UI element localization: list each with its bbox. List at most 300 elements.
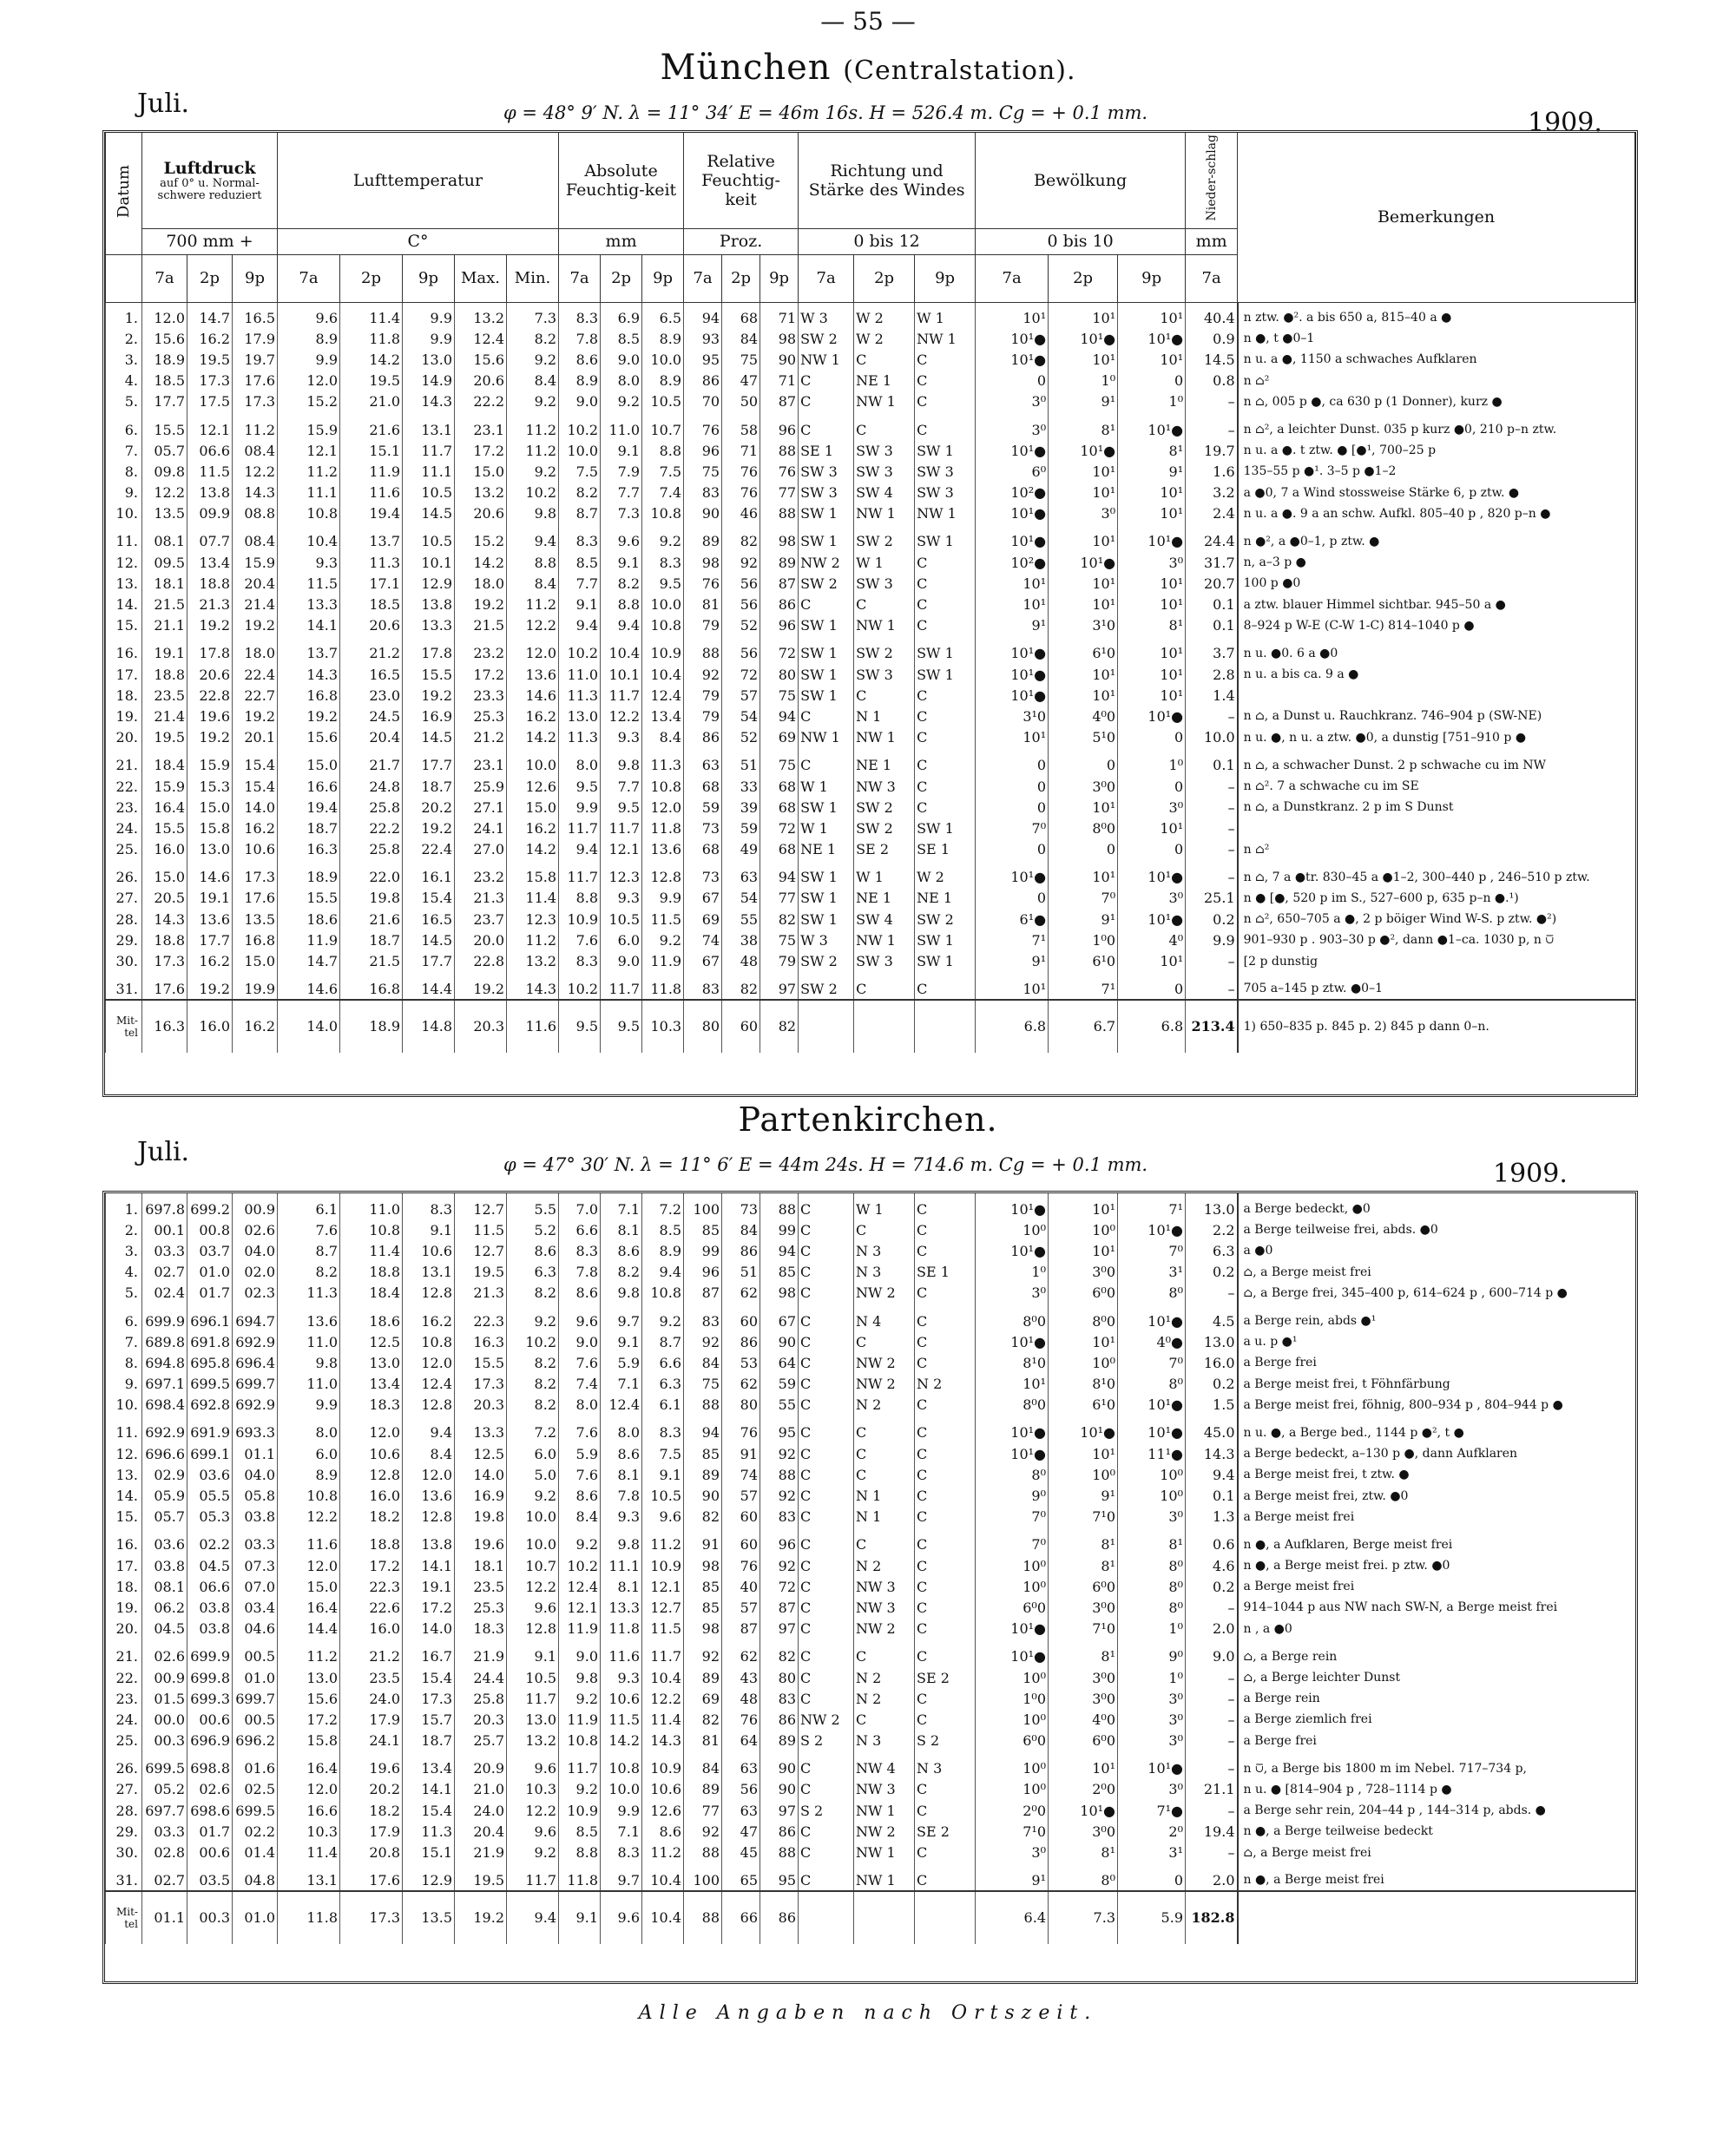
table-row <box>106 727 1635 748</box>
value-cell: 10.4 <box>642 1870 684 1891</box>
luftdruck-header: Luftdruck auf 0° u. Normal-schwere reduziert <box>142 133 278 228</box>
value-cell: C <box>799 594 854 614</box>
spacer-cell <box>684 412 722 419</box>
value-cell: 698.6 <box>187 1800 233 1821</box>
spacer-cell <box>559 636 601 643</box>
value-cell: 696.2 <box>233 1731 278 1751</box>
value-cell: – <box>1186 1731 1238 1751</box>
value-cell: 3⁰ <box>1118 1507 1186 1527</box>
value-cell: SW 1 <box>799 503 854 524</box>
value-cell: 8.2 <box>507 1374 559 1395</box>
value-cell: 15.0 <box>278 755 340 776</box>
col-7a: 7a <box>799 254 854 302</box>
value-cell: 21.6 <box>340 419 403 440</box>
spacer-cell <box>642 1639 684 1646</box>
value-cell: 10⁰ <box>1118 1485 1186 1506</box>
value-cell: 05.2 <box>142 1779 187 1800</box>
value-cell: 10¹● <box>1118 909 1186 929</box>
value-cell: 18.1 <box>455 1555 507 1576</box>
value-cell: 15.0 <box>187 797 233 818</box>
value-cell: 10.9 <box>559 909 601 929</box>
value-cell: 21.9 <box>455 1646 507 1667</box>
value-cell: 8¹ <box>1049 1842 1118 1862</box>
value-cell: 3⁰0 <box>1049 1262 1118 1283</box>
value-cell: 1⁰ <box>1118 755 1186 776</box>
value-cell: 6.5 <box>642 307 684 328</box>
value-cell: 18.7 <box>340 929 403 950</box>
value-cell: W 1 <box>799 776 854 797</box>
value-cell: 05.7 <box>142 440 187 461</box>
value-cell: 17.6 <box>340 1870 403 1891</box>
value-cell: 62 <box>722 1374 760 1395</box>
value-cell: 9.2 <box>507 1842 559 1862</box>
month-label: Juli. <box>137 89 190 119</box>
value-cell: 86 <box>722 1331 760 1352</box>
spacer-cell <box>403 524 455 531</box>
table-row <box>106 483 1635 503</box>
footer-note: Alle Angaben nach Ortszeit. <box>638 2002 1098 2024</box>
value-cell: 03.8 <box>142 1555 187 1576</box>
value-cell: C <box>799 1507 854 1527</box>
spacer-cell <box>976 1639 1049 1646</box>
spacer-cell <box>722 748 760 755</box>
spacer-cell <box>976 1416 1049 1422</box>
value-cell: 11.2 <box>233 419 278 440</box>
value-cell: 10¹● <box>976 867 1049 888</box>
value-cell: 0.1 <box>1186 755 1238 776</box>
value-cell: 10¹● <box>976 531 1049 552</box>
value-cell: C <box>799 755 854 776</box>
value-cell: 7.6 <box>559 1464 601 1485</box>
value-cell: N 1 <box>854 1507 915 1527</box>
remark-cell: a Berge rein, abds ●¹ <box>1238 1310 1636 1331</box>
mean-label: Mit-tel <box>106 1891 142 1944</box>
value-cell: 7.7 <box>559 573 601 594</box>
spacer-cell <box>1186 1304 1238 1310</box>
value-cell: C <box>915 1199 976 1219</box>
value-cell: 54 <box>722 888 760 909</box>
value-cell: 7.8 <box>559 1262 601 1283</box>
spacer-cell <box>799 412 854 419</box>
value-cell: C <box>915 349 976 370</box>
spacer-cell <box>278 1863 340 1870</box>
value-cell: 14.6 <box>278 979 340 1000</box>
remark-cell <box>1238 685 1635 706</box>
value-cell: 11.7 <box>601 979 642 1000</box>
value-cell: 8¹0 <box>1049 1374 1118 1395</box>
value-cell: 8.8 <box>507 552 559 573</box>
value-cell: 3⁰0 <box>1049 1821 1118 1842</box>
spacer-cell <box>915 1751 976 1758</box>
group-gap <box>106 1863 1636 1870</box>
value-cell: 15.2 <box>455 531 507 552</box>
value-cell: 11.2 <box>507 419 559 440</box>
value-cell: 8.3 <box>642 552 684 573</box>
remark-cell: n u. a ●, 1150 a schwaches Aufklaren <box>1238 349 1635 370</box>
value-cell: 89 <box>760 552 799 573</box>
spacer-cell <box>601 524 642 531</box>
value-cell: 8.6 <box>601 1240 642 1261</box>
value-cell: 22.4 <box>233 664 278 685</box>
value-cell: 12.0 <box>507 643 559 664</box>
spacer-cell <box>1118 524 1186 531</box>
value-cell: 83 <box>760 1688 799 1709</box>
value-cell: 12.2 <box>507 1576 559 1597</box>
value-cell: 8.4 <box>403 1443 455 1464</box>
col-7a: 7a <box>1186 254 1238 302</box>
table-row <box>106 1779 1636 1800</box>
value-cell: 00.6 <box>187 1842 233 1862</box>
value-cell: C <box>799 1534 854 1555</box>
mean-value: 18.9 <box>340 1000 403 1053</box>
value-cell: 15.2 <box>278 391 340 412</box>
value-cell: 1⁰0 <box>1049 929 1118 950</box>
spacer-cell <box>1049 1416 1118 1422</box>
spacer-cell <box>642 748 684 755</box>
value-cell: NW 1 <box>854 391 915 412</box>
value-cell: 10¹● <box>976 1240 1049 1261</box>
value-cell: 10¹ <box>1049 1331 1118 1352</box>
value-cell: C <box>915 1507 976 1527</box>
value-cell: 31.7 <box>1186 552 1238 573</box>
value-cell: 14.5 <box>403 727 455 748</box>
value-cell: 12.9 <box>403 1870 455 1891</box>
day-cell: 31. <box>106 979 142 1000</box>
value-cell: 11.7 <box>601 685 642 706</box>
value-cell: 2.0 <box>1186 1619 1238 1639</box>
value-cell: 23.1 <box>455 755 507 776</box>
value-cell: C <box>799 1619 854 1639</box>
value-cell: 16.0 <box>142 839 187 860</box>
col-7a: 7a <box>559 254 601 302</box>
value-cell: 19.2 <box>403 685 455 706</box>
group-gap <box>106 860 1635 867</box>
mean-value: 11.8 <box>278 1891 340 1944</box>
value-cell: 10¹ <box>1118 349 1186 370</box>
value-cell: 00.6 <box>187 1709 233 1730</box>
value-cell: NW 2 <box>799 1709 854 1730</box>
value-cell: C <box>915 1443 976 1464</box>
value-cell: 92 <box>684 1646 722 1667</box>
value-cell: 58 <box>722 419 760 440</box>
day-cell: 1. <box>106 307 142 328</box>
value-cell: 71 <box>722 440 760 461</box>
value-cell: 93 <box>684 328 722 349</box>
value-cell: NW 3 <box>854 1576 915 1597</box>
day-cell: 3. <box>106 1240 142 1261</box>
spacer-cell <box>760 1751 799 1758</box>
value-cell: 12.0 <box>142 307 187 328</box>
value-cell: 03.3 <box>142 1821 187 1842</box>
value-cell: 10.8 <box>642 615 684 636</box>
value-cell: 9.1 <box>601 440 642 461</box>
day-cell: 28. <box>106 909 142 929</box>
remarks-header: Bemerkungen <box>1238 133 1635 302</box>
day-cell: 26. <box>106 1758 142 1779</box>
mean-value: 16.3 <box>142 1000 187 1053</box>
value-cell: 694.8 <box>142 1352 187 1373</box>
value-cell: 79 <box>760 950 799 971</box>
spacer-cell <box>278 748 340 755</box>
value-cell: 8.3 <box>559 531 601 552</box>
value-cell: – <box>1186 706 1238 726</box>
spacer-cell <box>722 1751 760 1758</box>
value-cell: 20.8 <box>340 1842 403 1862</box>
value-cell: 02.7 <box>142 1262 187 1283</box>
value-cell: 8⁰ <box>1049 1870 1118 1891</box>
value-cell: 9.7 <box>601 1870 642 1891</box>
value-cell: 3¹ <box>1118 1262 1186 1283</box>
value-cell: 15.6 <box>278 1688 340 1709</box>
spacer-cell <box>187 1527 233 1534</box>
spacer-cell <box>233 524 278 531</box>
value-cell: 9.7 <box>601 1310 642 1331</box>
spacer-cell <box>760 636 799 643</box>
value-cell: 11.0 <box>340 1199 403 1219</box>
value-cell: 12.4 <box>559 1576 601 1597</box>
value-cell: 12.2 <box>233 461 278 482</box>
value-cell: 80 <box>760 1667 799 1688</box>
value-cell: 18.6 <box>340 1310 403 1331</box>
value-cell: 9.5 <box>601 797 642 818</box>
table-row <box>106 328 1635 349</box>
value-cell: 9.2 <box>559 1534 601 1555</box>
value-cell: 20.4 <box>233 573 278 594</box>
value-cell: 10.2 <box>507 1331 559 1352</box>
value-cell: 15.4 <box>233 776 278 797</box>
group-gap <box>106 1304 1636 1310</box>
spacer-cell <box>1118 1527 1186 1534</box>
value-cell: 11.8 <box>340 328 403 349</box>
remark-cell: 901–930 p . 903–30 p ●², dann ●1–ca. 1030 p, n ⩂ <box>1238 929 1635 950</box>
value-cell: SW 3 <box>799 483 854 503</box>
value-cell: 6⁰0 <box>976 1731 1049 1751</box>
value-cell: 12.0 <box>403 1352 455 1373</box>
value-cell: 54 <box>722 706 760 726</box>
mean-value <box>915 1000 976 1053</box>
value-cell: SW 1 <box>799 888 854 909</box>
value-cell: 0.9 <box>1186 328 1238 349</box>
spacer-cell <box>106 860 142 867</box>
spacer-cell <box>106 636 142 643</box>
remark-cell: n u. a ●. 9 a an schw. Aufkl. 805–40 p , 820 p–n ● <box>1238 503 1635 524</box>
value-cell: 02.5 <box>233 1779 278 1800</box>
value-cell: 9.2 <box>601 391 642 412</box>
value-cell: 03.8 <box>187 1597 233 1618</box>
day-cell: 19. <box>106 1597 142 1618</box>
value-cell: 09.5 <box>142 552 187 573</box>
value-cell: 8.5 <box>559 1821 601 1842</box>
value-cell: 8.4 <box>559 1507 601 1527</box>
spacer-cell <box>142 1639 187 1646</box>
value-cell: 17.2 <box>340 1555 403 1576</box>
value-cell: 03.3 <box>233 1534 278 1555</box>
value-cell: 56 <box>722 1779 760 1800</box>
value-cell: 691.9 <box>187 1422 233 1443</box>
value-cell: C <box>799 1219 854 1240</box>
value-cell: N 3 <box>854 1262 915 1283</box>
table-row <box>106 391 1635 412</box>
value-cell: C <box>915 1800 976 1821</box>
value-cell: 09.9 <box>187 503 233 524</box>
value-cell: 10¹ <box>1049 1443 1118 1464</box>
value-cell: 10.8 <box>340 1219 403 1240</box>
spacer-cell <box>1186 524 1238 531</box>
value-cell: N 2 <box>915 1374 976 1395</box>
value-cell: 24.0 <box>340 1688 403 1709</box>
col-9p: 9p <box>642 254 684 302</box>
value-cell: 22.7 <box>233 685 278 706</box>
value-cell: 3⁰ <box>976 391 1049 412</box>
value-cell: – <box>1186 391 1238 412</box>
value-cell: 16.4 <box>278 1758 340 1779</box>
value-cell: 8.6 <box>601 1443 642 1464</box>
value-cell: 16.0 <box>1186 1352 1238 1373</box>
value-cell: 75 <box>722 349 760 370</box>
value-cell: 14.2 <box>601 1731 642 1751</box>
value-cell: 11.5 <box>642 1619 684 1639</box>
col-min: Min. <box>507 254 559 302</box>
day-cell: 22. <box>106 1667 142 1688</box>
value-cell: 691.8 <box>187 1331 233 1352</box>
value-cell: 25.3 <box>455 706 507 726</box>
spacer-cell <box>278 524 340 531</box>
remark-cell: [2 p dunstig <box>1238 950 1635 971</box>
value-cell: 7¹0 <box>1049 1619 1118 1639</box>
value-cell: 8.7 <box>559 503 601 524</box>
value-cell: N 2 <box>854 1395 915 1416</box>
value-cell: 10¹ <box>976 594 1049 614</box>
value-cell: 2.0 <box>1186 1870 1238 1891</box>
spacer-cell <box>684 1527 722 1534</box>
value-cell: 11.9 <box>559 1709 601 1730</box>
value-cell: 43 <box>722 1667 760 1688</box>
value-cell: 10⁰ <box>976 1758 1049 1779</box>
value-cell: 95 <box>760 1870 799 1891</box>
value-cell: 12.8 <box>340 1464 403 1485</box>
spacer-cell <box>760 1416 799 1422</box>
mean-value: 80 <box>684 1000 722 1053</box>
spacer-cell <box>340 1304 403 1310</box>
value-cell: 11.5 <box>455 1219 507 1240</box>
mean-value: 213.4 <box>1186 1000 1238 1053</box>
value-cell: C <box>799 1374 854 1395</box>
spacer-cell <box>915 860 976 867</box>
value-cell: 8⁰0 <box>1049 1310 1118 1331</box>
value-cell: 10²● <box>976 552 1049 573</box>
value-cell: 23.0 <box>340 685 403 706</box>
value-cell: 11.3 <box>403 1821 455 1842</box>
value-cell: 3¹0 <box>1049 615 1118 636</box>
table-row <box>106 797 1635 818</box>
value-cell: 24.4 <box>1186 531 1238 552</box>
value-cell: – <box>1186 1842 1238 1862</box>
value-cell: 89 <box>684 1779 722 1800</box>
value-cell: SW 3 <box>854 440 915 461</box>
value-cell: 11.7 <box>559 818 601 838</box>
remark-cell: a Berge meist frei, t ztw. ● <box>1238 1464 1636 1485</box>
table-row <box>106 706 1635 726</box>
value-cell: NW 1 <box>799 349 854 370</box>
group-gap <box>106 972 1635 979</box>
spacer-cell <box>1186 636 1238 643</box>
value-cell: W 1 <box>854 1199 915 1219</box>
spacer-cell <box>601 1416 642 1422</box>
value-cell: 11.2 <box>507 594 559 614</box>
value-cell: 12.0 <box>278 1555 340 1576</box>
value-cell: 10¹ <box>976 573 1049 594</box>
value-cell: 10¹● <box>1118 1219 1186 1240</box>
value-cell: 20.2 <box>403 797 455 818</box>
table-row <box>106 1597 1636 1618</box>
day-cell: 2. <box>106 1219 142 1240</box>
spacer-cell <box>976 860 1049 867</box>
value-cell: SW 1 <box>915 643 976 664</box>
table-row <box>106 1310 1636 1331</box>
value-cell: 699.3 <box>187 1688 233 1709</box>
value-cell: 3⁰0 <box>1049 1597 1118 1618</box>
value-cell: 79 <box>684 685 722 706</box>
value-cell: SE 2 <box>915 1821 976 1842</box>
value-cell: 57 <box>722 1485 760 1506</box>
value-cell: 18.8 <box>142 664 187 685</box>
table-row <box>106 1331 1636 1352</box>
value-cell: 9.9 <box>403 328 455 349</box>
value-cell: 7⁰ <box>976 1507 1049 1527</box>
value-cell: C <box>915 1534 976 1555</box>
value-cell: 9.9 <box>559 797 601 818</box>
spacer-cell <box>684 636 722 643</box>
spacer-cell <box>684 1863 722 1870</box>
temp-unit: C° <box>278 228 559 254</box>
value-cell: 10.2 <box>559 979 601 1000</box>
table-body-muenchen <box>106 302 1635 1053</box>
value-cell: 68 <box>684 776 722 797</box>
value-cell: 9.6 <box>559 1310 601 1331</box>
table-partenkirchen <box>102 1191 1638 1984</box>
col-2p: 2p <box>187 254 233 302</box>
value-cell: 51 <box>722 755 760 776</box>
value-cell: 10⁰ <box>1118 1464 1186 1485</box>
value-cell: SW 3 <box>854 664 915 685</box>
value-cell: 21.5 <box>340 950 403 971</box>
spacer-cell <box>854 412 915 419</box>
value-cell: C <box>915 1240 976 1261</box>
spacer-cell <box>1238 972 1635 979</box>
value-cell: 10¹ <box>1118 573 1186 594</box>
value-cell: 10.7 <box>642 419 684 440</box>
remark-cell: n ●², a ●0–1, p ztw. ● <box>1238 531 1635 552</box>
value-cell: 10.8 <box>642 1283 684 1304</box>
value-cell: 14.7 <box>187 307 233 328</box>
spacer-cell <box>507 1527 559 1534</box>
remark-cell: n ●, t ●0–1 <box>1238 328 1635 349</box>
value-cell: – <box>1186 979 1238 1000</box>
value-cell: C <box>854 419 915 440</box>
value-cell: 19.1 <box>142 643 187 664</box>
value-cell: 04.0 <box>233 1464 278 1485</box>
value-cell: 73 <box>684 818 722 838</box>
value-cell: 7⁰ <box>976 1534 1049 1555</box>
spacer-cell <box>559 1416 601 1422</box>
value-cell: 18.6 <box>278 909 340 929</box>
value-cell: 698.8 <box>187 1758 233 1779</box>
remark-cell: a Berge meist frei, t Föhnfärbung <box>1238 1374 1636 1395</box>
rel-header: Relative Feuchtig-keit <box>684 133 799 228</box>
value-cell: 8.9 <box>642 371 684 391</box>
value-cell: 8¹ <box>1118 1534 1186 1555</box>
spacer-cell <box>233 1416 278 1422</box>
